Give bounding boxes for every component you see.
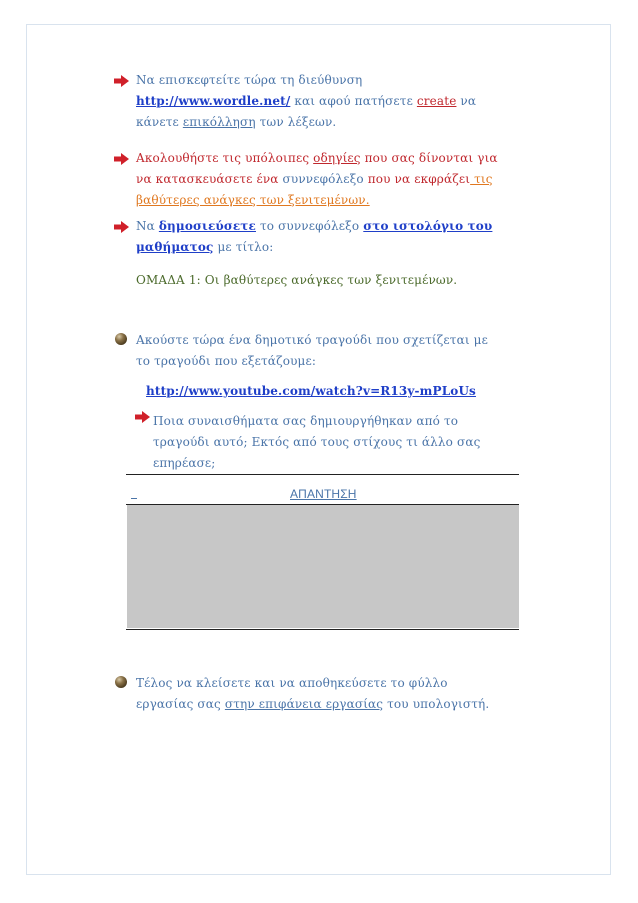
bullet-ball-icon: [115, 676, 127, 688]
instruction-follow-guides: Ακολουθήστε τις υπόλοιπες οδηγίες που σας δίνονται για να κατασκευάσετε ένα συννεφόλεξο που να εκφράζει τις βαθύτερες ανάγκες των ξενιτεμένων.: [136, 151, 498, 207]
final-instruction: Τέλος να κλείσετε και να αποθηκεύσετε το φύλλο εργασίας σας στην επιφάνεια εργασίας του υπολογιστή.: [136, 676, 490, 711]
guides-link[interactable]: οδηγίες: [313, 151, 361, 165]
desktop-link[interactable]: στην επιφάνεια εργασίας: [224, 697, 384, 711]
group-title: ΟΜΑΔΑ 1: Οι βαθύτερες ανάγκες των ξενιτεμένων.: [136, 273, 458, 287]
answer-header: ΑΠΑΝΤΗΣΗ: [290, 487, 357, 501]
table-marker: [131, 498, 137, 499]
listen-instruction: Ακούστε τώρα ένα δημοτικό τραγούδι που σχετίζεται με το τραγούδι που εξετάζουμε:: [136, 333, 488, 368]
paste-term: επικόλληση: [182, 115, 256, 129]
youtube-link[interactable]: http://www.youtube.com/watch?v=R13y-mPLoUs: [146, 384, 476, 398]
red-arrow-icon: [135, 411, 150, 423]
answer-field[interactable]: [127, 505, 519, 628]
table-bottom-border: [126, 629, 519, 630]
bullet-ball-icon: [115, 333, 127, 345]
publish-link[interactable]: δημοσιεύσετε: [158, 219, 256, 233]
table-top-border: [126, 474, 519, 475]
blog-link[interactable]: στο ιστολόγιο του: [363, 219, 493, 233]
red-arrow-icon: [114, 221, 129, 233]
text: Να επισκεφτείτε τώρα τη διεύθυνση: [136, 73, 363, 87]
red-arrow-icon: [114, 153, 129, 165]
feelings-question: Ποια συναισθήματα σας δημιουργήθηκαν από το τραγούδι αυτό; Εκτός από τους στίχους τι άλλο σας επηρέασε;: [153, 414, 481, 470]
red-arrow-icon: [114, 75, 129, 87]
create-link[interactable]: create: [416, 94, 457, 108]
instruction-wordle: Να επισκεφτείτε τώρα τη διεύθυνση http://www.wordle.net/ και αφού πατήσετε create να κάνετε επικόλληση των λέξεων.: [136, 73, 477, 129]
instruction-publish: Να δημοσιεύσετε το συννεφόλεξο στο ιστολόγιο του μαθήματος με τίτλο:: [136, 219, 493, 254]
course-link[interactable]: μαθήματος: [136, 240, 214, 254]
youtube-url: [146, 381, 476, 402]
wordle-link[interactable]: http://www.wordle.net/: [136, 94, 291, 108]
